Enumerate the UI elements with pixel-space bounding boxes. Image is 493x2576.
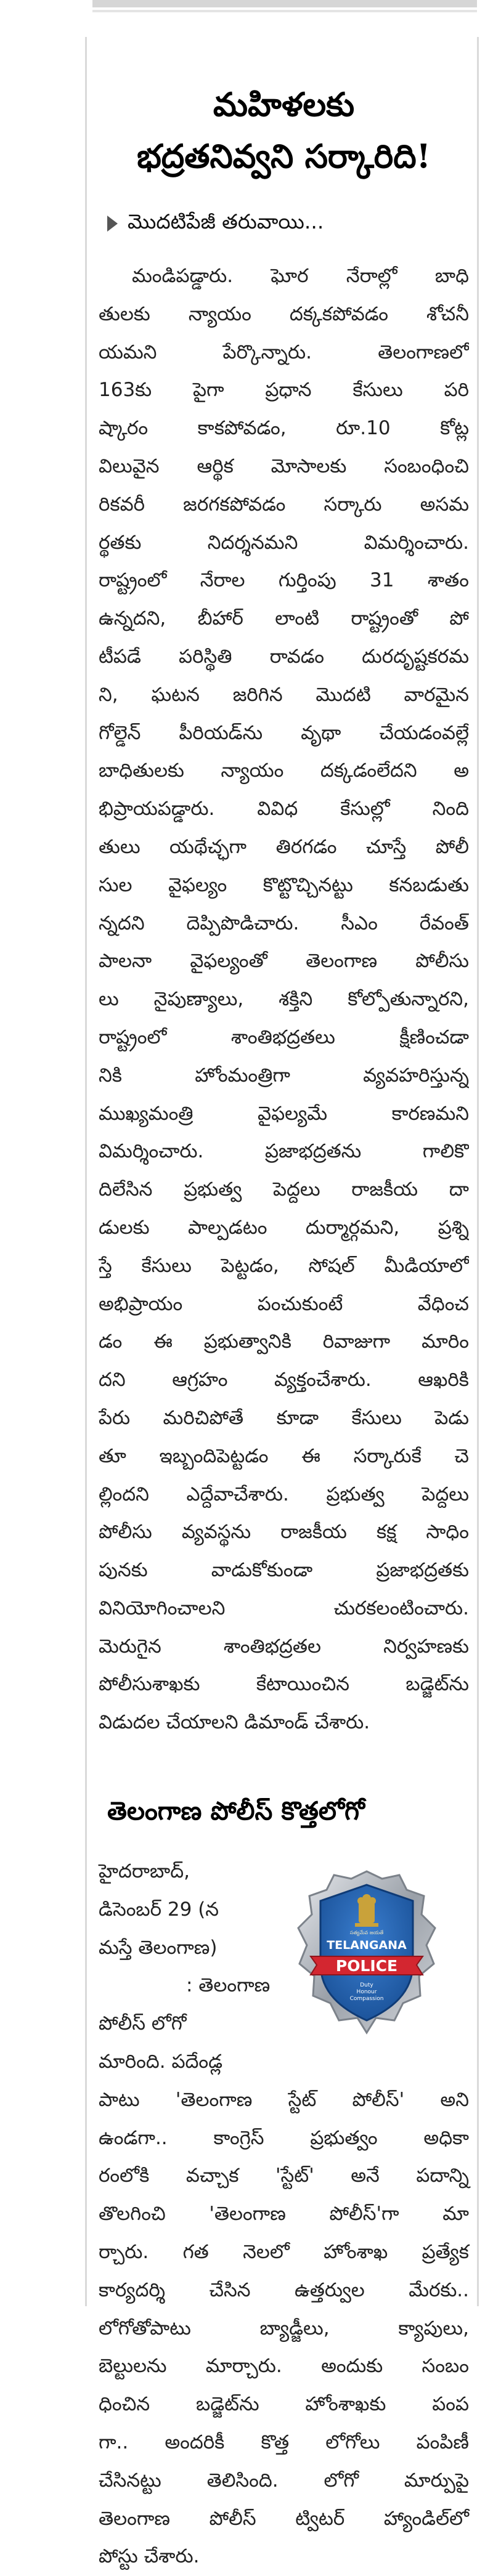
logo-police-text: POLICE bbox=[335, 1957, 398, 1975]
body-line: డులకు పాల్పడటం దుర్మార్గమని, ప్రశ్ని bbox=[99, 1216, 469, 1239]
body-line: గోల్డెన్ పీరియడ్‌ను వృథా చేయడంవల్లే bbox=[99, 721, 469, 744]
body-line: విలువైన ఆర్థిక మోసాలకు సంబంధించి bbox=[99, 455, 469, 477]
body-line: మండిపడ్డారు. ఘోర నేరాల్లో బాధి bbox=[132, 265, 469, 287]
story2-line: బెల్టులను మార్చారు. అందుకు సంబం bbox=[99, 2355, 469, 2378]
story2-line: : తెలంగాణ bbox=[186, 1974, 271, 1997]
logo-value-2: Honour bbox=[356, 1989, 377, 1996]
story2-line: హైదరాబాద్, bbox=[99, 1860, 190, 1883]
story2-line: తొలగించి 'తెలంగాణ పోలీస్'గా మా bbox=[99, 2203, 469, 2226]
body-line: ల్లిందని ఎద్దేవాచేశారు. ప్రభుత్వ పెద్దలు bbox=[99, 1483, 469, 1505]
logo-value-1: Duty bbox=[360, 1982, 373, 1989]
story2-line: కార్యదర్శి చేసిన ఉత్తర్వుల మేరకు.. bbox=[99, 2278, 469, 2301]
body-line: వినియోగించాలని చురకలంటించారు. bbox=[99, 1597, 469, 1619]
headline bbox=[94, 79, 474, 182]
body-line: సుల వైఫల్యం కొట్టొచ్చినట్టు కనబడుతు bbox=[99, 873, 469, 896]
body-line: అభిప్రాయం పంచుకుంటే వేధించ bbox=[99, 1292, 469, 1315]
story2-line: ర్చారు. గత నెలలో హోంశాఖ ప్రత్యేక bbox=[99, 2241, 469, 2264]
body-line: బాధితులకు న్యాయం దక్కడంలేదని అ bbox=[99, 759, 469, 782]
continuation-kicker bbox=[107, 206, 474, 241]
telangana-police-logo bbox=[290, 1866, 444, 2064]
body-line: పోలీసు వ్యవస్థను రాజకీయ కక్ష సాధిం bbox=[99, 1521, 469, 1544]
article-body bbox=[99, 257, 469, 1742]
body-line: న్నదని దెప్పిపొడిచారు. సీఎం రేవంత్ bbox=[99, 912, 469, 934]
body-line: భిప్రాయపడ్డారు. వివిధ కేసుల్లో నింది bbox=[99, 798, 469, 820]
body-line: 163కు పైగా ప్రధాన కేసులు పరి bbox=[99, 379, 469, 402]
article-column bbox=[94, 43, 474, 2568]
body-line: విడుదల చేయాలని డిమాండ్ చేశారు. bbox=[99, 1711, 370, 1734]
body-line: పేరు మరిచిపోతే కూడా కేసులు పెడు bbox=[99, 1406, 469, 1429]
body-line: డం ఈ ప్రభుత్వానికి రివాజుగా మారిం bbox=[99, 1331, 469, 1353]
story2-line: తెలంగాణ పోలీస్ ట్విటర్ హ్యాండిల్‌లో bbox=[99, 2507, 469, 2530]
emblem-motto: సత్యమేవ జయతే bbox=[349, 1930, 384, 1936]
body-line: లు నైపుణ్యాలు, శక్తిని కోల్పోతున్నారని, bbox=[99, 988, 469, 1011]
logo-state-text: TELANGANA bbox=[327, 1938, 407, 1953]
story2-line: గా.. అందరికీ కొత్త లోగోలు పంపిణీ bbox=[99, 2431, 469, 2454]
body-line: పాలనా వైఫల్యంతో తెలంగాణ పోలీసు bbox=[99, 950, 469, 973]
story2-line: ధించిన బడ్జెట్‌ను హోంశాఖకు పంప bbox=[99, 2393, 469, 2416]
story2-line: డిసెంబర్ 29 (న bbox=[99, 1898, 219, 1921]
story2-line: పోలీస్ లోగో bbox=[99, 2012, 187, 2035]
story2-line: మస్తే తెలంగాణ) bbox=[99, 1936, 218, 1959]
body-line: పునకు వాడుకోకుండా ప్రజాభద్రతకు bbox=[99, 1559, 469, 1582]
body-line: తూ ఇబ్బందిపెట్టడం ఈ సర్కారుకే చె bbox=[99, 1444, 469, 1467]
body-line: తులకు న్యాయం దక్కకపోవడం శోచనీ bbox=[99, 302, 469, 325]
body-line: మెరుగైన శాంతిభద్రతల నిర్వహణకు bbox=[99, 1635, 469, 1658]
column-border-right bbox=[477, 37, 479, 2306]
body-line: ష్కారం కాకపోవడం, రూ.10 కోట్ల bbox=[99, 417, 469, 440]
top-rule bbox=[92, 0, 477, 7]
body-line: టీపడే పరిస్థితి రావడం దురదృష్టకరమ bbox=[99, 645, 469, 668]
body-line: రాష్ట్రంలో నేరాల గుర్తింపు 31 శాతం bbox=[99, 569, 469, 592]
top-rule-thin bbox=[92, 10, 477, 12]
column-border-left bbox=[85, 37, 87, 2306]
body-line: ర్థతకు నిదర్శనమని విమర్శించారు. bbox=[99, 531, 469, 554]
triangle-arrow-icon bbox=[107, 216, 118, 232]
logo-value-3: Compassion bbox=[349, 1996, 384, 2003]
body-line: స్తే కేసులు పెట్టడం, సోషల్ మీడియాలో bbox=[99, 1254, 469, 1277]
story2-line: చేసినట్టు తెలిసింది. లోగో మార్పుపై bbox=[99, 2469, 469, 2492]
story2-line: లోగోతోపాటు బ్యాడ్జీలు, క్యాపులు, bbox=[99, 2317, 469, 2339]
body-line: దని ఆగ్రహం వ్యక్తంచేశారు. ఆఖరికి bbox=[99, 1369, 469, 1391]
story-two bbox=[94, 1853, 474, 2568]
kicker-text: మొదటిపేజీ తరువాయి... bbox=[128, 209, 324, 233]
body-line: ఉన్నదని, బీహార్ లాంటి రాష్ట్రంతో పో bbox=[99, 607, 469, 630]
story2-line: రంలోకి వచ్చాక 'స్టేట్' అనే పదాన్ని bbox=[99, 2165, 469, 2187]
body-line: పోలీసుశాఖకు కేటాయించిన బడ్జెట్‌ను bbox=[99, 1673, 469, 1696]
headline-line-2: భద్రతనివ్వని సర్కారిది! bbox=[137, 137, 431, 176]
story2-line: మారింది. పదేండ్ల bbox=[99, 2051, 223, 2073]
body-line: రికవరీ జరగకపోవడం సర్కారు అసమ bbox=[99, 493, 469, 516]
body-line: తులు యథేచ్ఛగా తిరగడం చూస్తే పోలీ bbox=[99, 835, 469, 858]
headline-line-1: మహిళలకు bbox=[213, 86, 355, 124]
body-line: దిలేసిన ప్రభుత్వ పెద్దలు రాజకీయ దా bbox=[99, 1178, 469, 1201]
body-line: నికి హోంమంత్రిగా వ్యవహరిస్తున్న bbox=[99, 1064, 469, 1087]
story2-line: పాటు 'తెలంగాణ స్టేట్ పోలీస్' అని bbox=[99, 2088, 469, 2111]
body-line: ముఖ్యమంత్రి వైఫల్యమే కారణమని bbox=[99, 1102, 469, 1125]
story2-line: పోస్టు చేశారు. bbox=[99, 2545, 200, 2568]
body-line: యమని పేర్కొన్నారు. తెలంగాణలో bbox=[99, 341, 469, 363]
body-line: రాష్ట్రంలో శాంతిభద్రతలు క్షీణించడా bbox=[99, 1026, 469, 1048]
story2-line: ఉండగా.. కాంగ్రెస్ ప్రభుత్వం అధికా bbox=[99, 2126, 469, 2149]
body-line: విమర్శించారు. ప్రజాభద్రతను గాలికొ bbox=[99, 1140, 469, 1163]
subhead: తెలంగాణ పోలీస్ కొత్తలోగో bbox=[107, 1796, 365, 1826]
body-line: ని, ఘటన జరిగిన మొదటి వారమైన bbox=[99, 683, 469, 706]
